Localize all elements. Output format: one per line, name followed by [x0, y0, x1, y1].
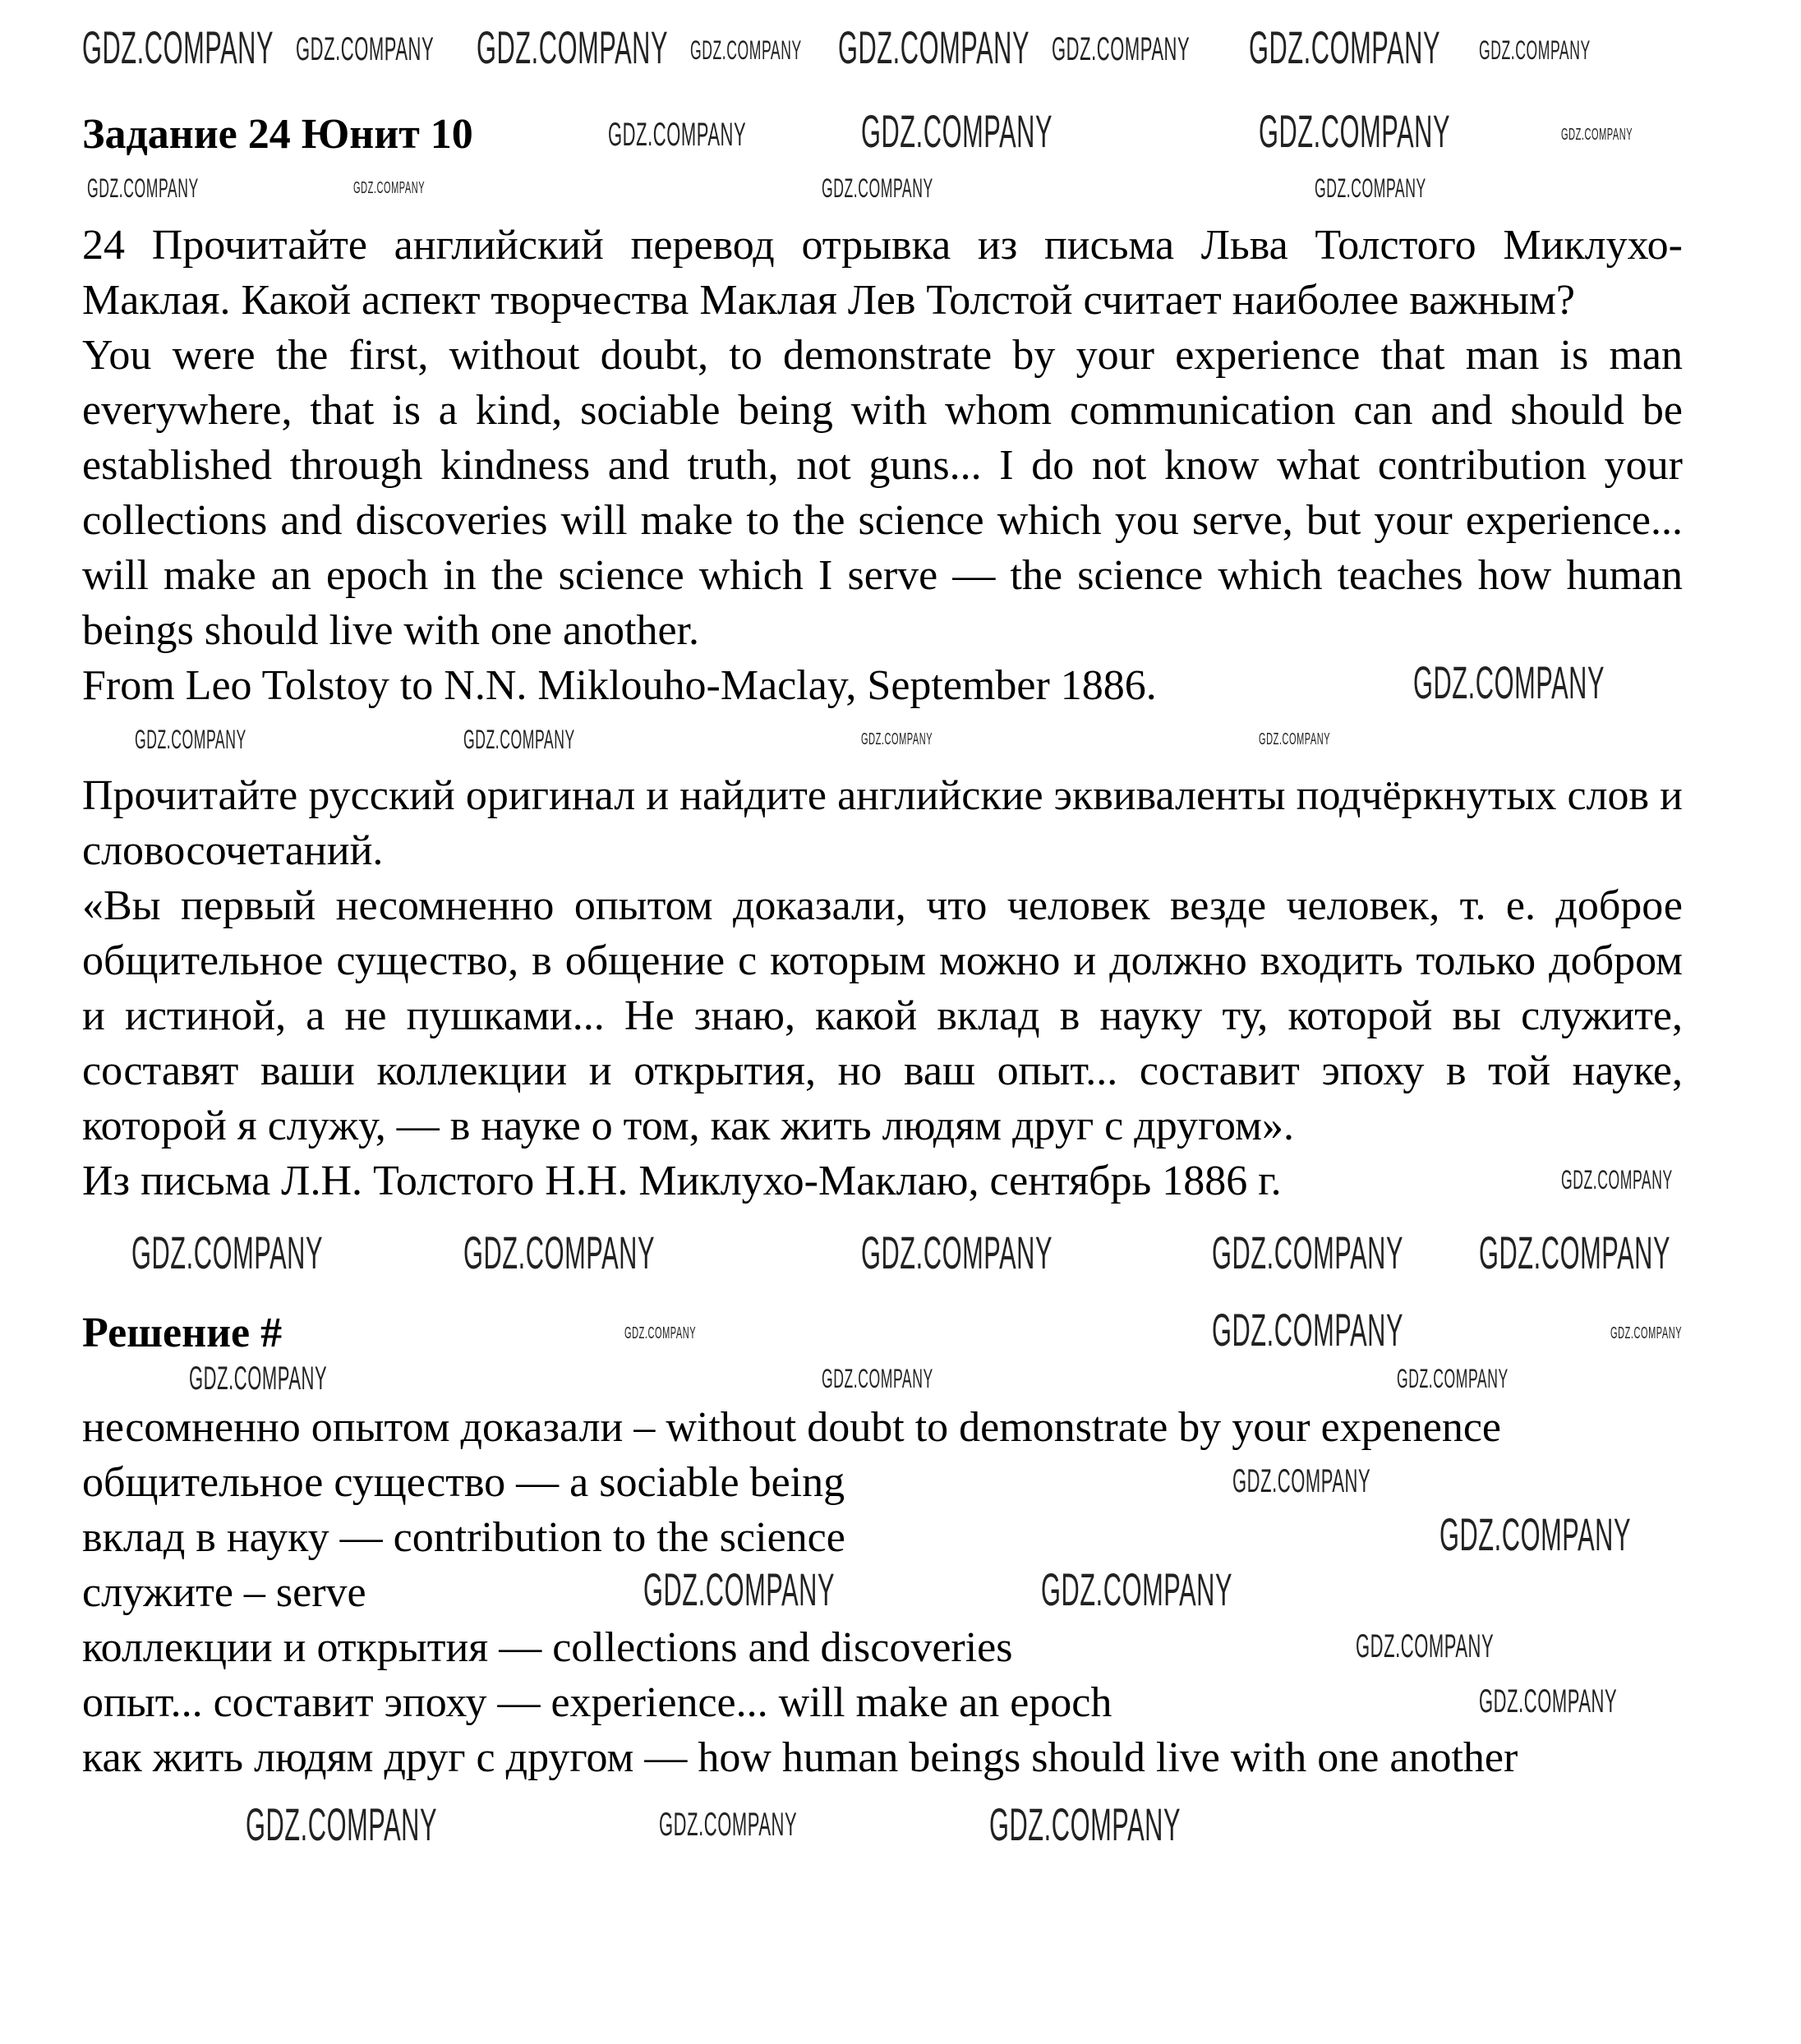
- watermark: GDZ.COMPANY: [861, 105, 1053, 157]
- watermark: GDZ.COMPANY: [1561, 126, 1633, 144]
- watermark: GDZ.COMPANY: [87, 173, 199, 203]
- watermark: GDZ.COMPANY: [1232, 1463, 1371, 1499]
- answer-item: как жить людям друг с другом — how human beings should live with one another: [82, 1734, 1518, 1781]
- answer-item: коллекции и открытия — collections and discoveries: [82, 1624, 1013, 1671]
- watermark: GDZ.COMPANY: [989, 1798, 1181, 1850]
- solution-heading-row: [82, 1305, 1683, 1360]
- answer-row: [82, 1400, 1683, 1455]
- watermark: GDZ.COMPANY: [1212, 1304, 1404, 1356]
- watermark: GDZ.COMPANY: [1439, 1508, 1632, 1560]
- watermark: GDZ.COMPANY: [1052, 31, 1191, 67]
- answer-item: несомненно опытом доказали – without doubt to demonstrate by your expenence: [82, 1404, 1501, 1451]
- solution-heading: Решение #: [82, 1310, 283, 1356]
- watermark: GDZ.COMPANY: [1212, 1227, 1404, 1278]
- watermark: GDZ.COMPANY: [1249, 21, 1441, 73]
- watermark: GDZ.COMPANY: [1041, 1563, 1233, 1615]
- watermark: GDZ.COMPANY: [1610, 1324, 1683, 1342]
- watermark: GDZ.COMPANY: [463, 1227, 656, 1278]
- english-source: From Leo Tolstoy to N.N. Miklouho-Maclay, September 1886.: [82, 662, 1157, 709]
- watermark: GDZ.COMPANY: [690, 35, 802, 65]
- watermark: GDZ.COMPANY: [659, 1807, 798, 1843]
- watermark: GDZ.COMPANY: [353, 179, 426, 197]
- watermark: GDZ.COMPANY: [1413, 656, 1605, 708]
- answer-item: общительное существо — a sociable being: [82, 1459, 845, 1506]
- answer-row: [82, 1565, 1683, 1620]
- answer-item: опыт... составит эпоху — experience... will make an epoch: [82, 1679, 1112, 1726]
- task-instruction: 24 Прочитайте английский перевод отрывка из письма Льва Толстого Миклухо-Маклая. Какой аспект творчества Маклая Лев Толстой считает наиболее важным?: [82, 222, 1683, 324]
- watermark: GDZ.COMPANY: [1479, 35, 1591, 65]
- watermark: GDZ.COMPANY: [643, 1563, 836, 1615]
- title-row: [82, 107, 1683, 162]
- answer-list: [82, 1400, 1683, 1785]
- answer-item: служите – serve: [82, 1569, 366, 1616]
- spacer: [82, 162, 1683, 218]
- watermark: GDZ.COMPANY: [1315, 173, 1426, 203]
- watermark: GDZ.COMPANY: [861, 730, 933, 748]
- spacer: [82, 1208, 1683, 1305]
- watermark: GDZ.COMPANY: [822, 1364, 933, 1393]
- watermark: GDZ.COMPANY: [1397, 1364, 1509, 1393]
- english-excerpt: You were the first, without doubt, to demonstrate by your experience that man is man everywhere, that is a kind, sociable being with whom communication can and should be established through kindness and truth, not guns... I do not know what contribution your collections and discoveries will make to the science which you serve, but your experience... will make an epoch in the science which I serve — the science which teaches how human beings should live with one another.: [82, 332, 1683, 654]
- top-margin: [82, 0, 1683, 107]
- answer-item: вклад в науку — contribution to the science: [82, 1514, 845, 1561]
- watermark: GDZ.COMPANY: [1259, 730, 1331, 748]
- watermark: GDZ.COMPANY: [838, 21, 1030, 73]
- watermark: GDZ.COMPANY: [82, 21, 274, 73]
- watermark: GDZ.COMPANY: [246, 1798, 438, 1850]
- watermark: GDZ.COMPANY: [1259, 105, 1451, 157]
- answer-row: [82, 1675, 1683, 1730]
- spacer: [82, 1360, 1683, 1400]
- watermark: GDZ.COMPANY: [477, 21, 669, 73]
- russian-source: Из письма Л.Н. Толстого Н.Н. Миклухо-Маклаю, сентябрь 1886 г.: [82, 1158, 1282, 1204]
- watermark: GDZ.COMPANY: [463, 725, 575, 754]
- english-source-row: [82, 658, 1683, 713]
- watermark: GDZ.COMPANY: [1561, 1165, 1673, 1195]
- watermark: GDZ.COMPANY: [624, 1324, 697, 1342]
- spacer: [82, 713, 1683, 768]
- answer-row: [82, 1455, 1683, 1510]
- watermark: GDZ.COMPANY: [608, 117, 747, 153]
- bottom-margin: [82, 1785, 1683, 1867]
- answer-row: [82, 1620, 1683, 1675]
- watermark: GDZ.COMPANY: [189, 1360, 328, 1397]
- watermark: GDZ.COMPANY: [861, 1227, 1053, 1278]
- watermark: GDZ.COMPANY: [1479, 1227, 1671, 1278]
- watermark: GDZ.COMPANY: [1479, 1683, 1618, 1719]
- watermark: GDZ.COMPANY: [135, 725, 246, 754]
- watermark: GDZ.COMPANY: [822, 173, 933, 203]
- russian-source-row: [82, 1153, 1683, 1208]
- russian-original: «Вы первый несомненно опытом доказали, что человек везде человек, т. е. доброе общительное существо, в общение с которым можно и должно входить только добром и истиной, а не пушками... Не знаю, какой вклад в науку ту, которой вы служите, составят ваши коллекции и открытия, но ваш опыт... составит эпоху в той науке, которой я служу, — в науке о том, как жить людям друг с другом».: [82, 882, 1683, 1149]
- answer-row: [82, 1510, 1683, 1565]
- watermark: GDZ.COMPANY: [296, 31, 435, 67]
- task-instruction-2: Прочитайте русский оригинал и найдите английские эквиваленты подчёркнутых слов и словосочетаний.: [82, 772, 1683, 874]
- watermark: GDZ.COMPANY: [131, 1227, 324, 1278]
- page-title: Задание 24 Юнит 10: [82, 111, 473, 158]
- watermark: GDZ.COMPANY: [1356, 1628, 1495, 1664]
